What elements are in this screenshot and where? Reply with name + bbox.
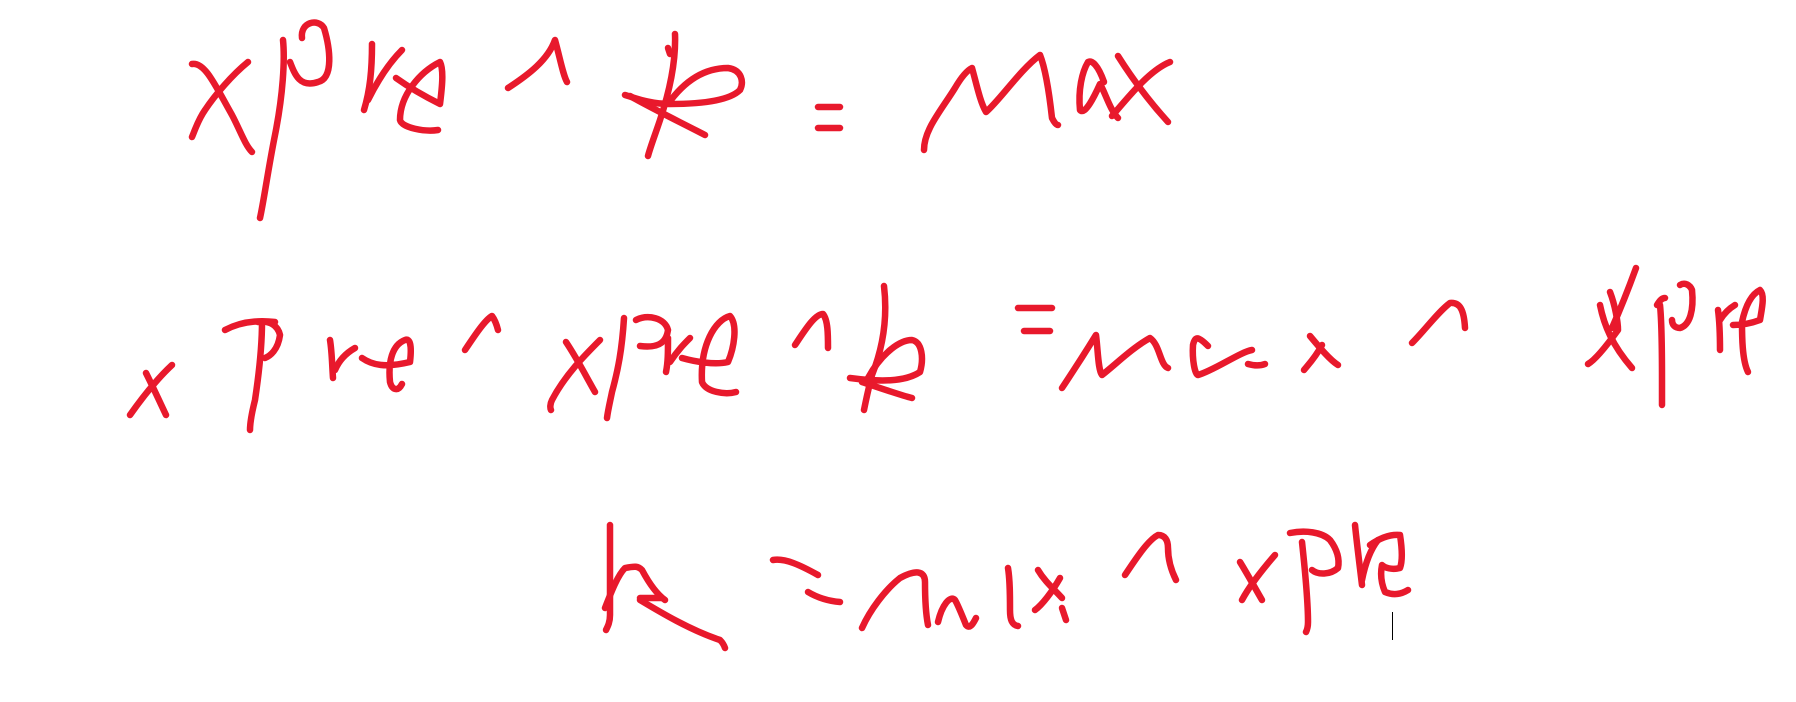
- ink-line-1: [192, 23, 1170, 218]
- stroke-line1-k-mark: [668, 48, 670, 54]
- stroke-line1-m: [924, 55, 1058, 150]
- ink-line-3: [605, 525, 1408, 648]
- stroke-line1-e: [396, 62, 442, 131]
- stroke-line2-p2-stem: [607, 318, 624, 418]
- stroke-line2-p3-hook: [1657, 298, 1665, 305]
- stroke-line2-e3: [1733, 290, 1763, 372]
- stroke-line2-a: [1193, 338, 1252, 375]
- stroke-line3-eq-top: [773, 560, 818, 575]
- stroke-line3-k-loop: [605, 567, 665, 608]
- stroke-line2-caret1: [465, 316, 498, 350]
- text-cursor: [1392, 612, 1393, 640]
- stroke-line2-a-tail: [1248, 364, 1265, 366]
- stroke-line2-m: [1062, 335, 1168, 388]
- stroke-line3-k-stem: [606, 525, 610, 630]
- stroke-line3-x-stem: [1008, 568, 1018, 626]
- stroke-line2-p3-bowl: [1672, 284, 1693, 328]
- stroke-line1-p-stem: [260, 40, 284, 218]
- stroke-line2-p2-bowl: [636, 317, 668, 346]
- stroke-line2-r1-stem: [330, 340, 333, 378]
- ink-line-2: [130, 268, 1763, 430]
- stroke-line2-e2: [682, 316, 736, 393]
- stroke-line2-caret2: [795, 314, 828, 348]
- stroke-line2-r2-stem: [666, 338, 668, 372]
- stroke-line3-k-leg: [640, 600, 725, 648]
- stroke-line3-eq-bot: [808, 592, 840, 602]
- stroke-line3-caret: [1125, 535, 1176, 580]
- stroke-line3-e: [1370, 535, 1408, 594]
- stroke-line2-r3-arm: [1720, 305, 1735, 320]
- stroke-line1-a: [1079, 62, 1118, 118]
- stroke-line3-a: [938, 599, 976, 627]
- stroke-line1-p-bowl: [290, 23, 329, 84]
- stroke-line2-x4-c: [1612, 268, 1636, 328]
- stroke-line3-p-stem: [1302, 542, 1308, 632]
- stroke-line2-p3-stem: [1660, 305, 1662, 405]
- stroke-line1-caret: [508, 40, 567, 88]
- stroke-line1-x-a: [192, 64, 252, 152]
- stroke-line2-e1: [362, 340, 411, 389]
- stroke-line2-caret3: [1412, 303, 1465, 343]
- stroke-line3-m: [862, 572, 928, 628]
- stroke-line2-r1-arm: [335, 348, 355, 370]
- stroke-line2-k-loop: [850, 340, 922, 380]
- stroke-line3-x-c: [1062, 608, 1066, 620]
- stroke-line1-k-loop: [625, 68, 742, 104]
- stroke-line2-p1-stem: [250, 322, 262, 430]
- stroke-line2-x3-b: [1304, 345, 1322, 370]
- stroke-line3-p-bowl: [1290, 532, 1339, 574]
